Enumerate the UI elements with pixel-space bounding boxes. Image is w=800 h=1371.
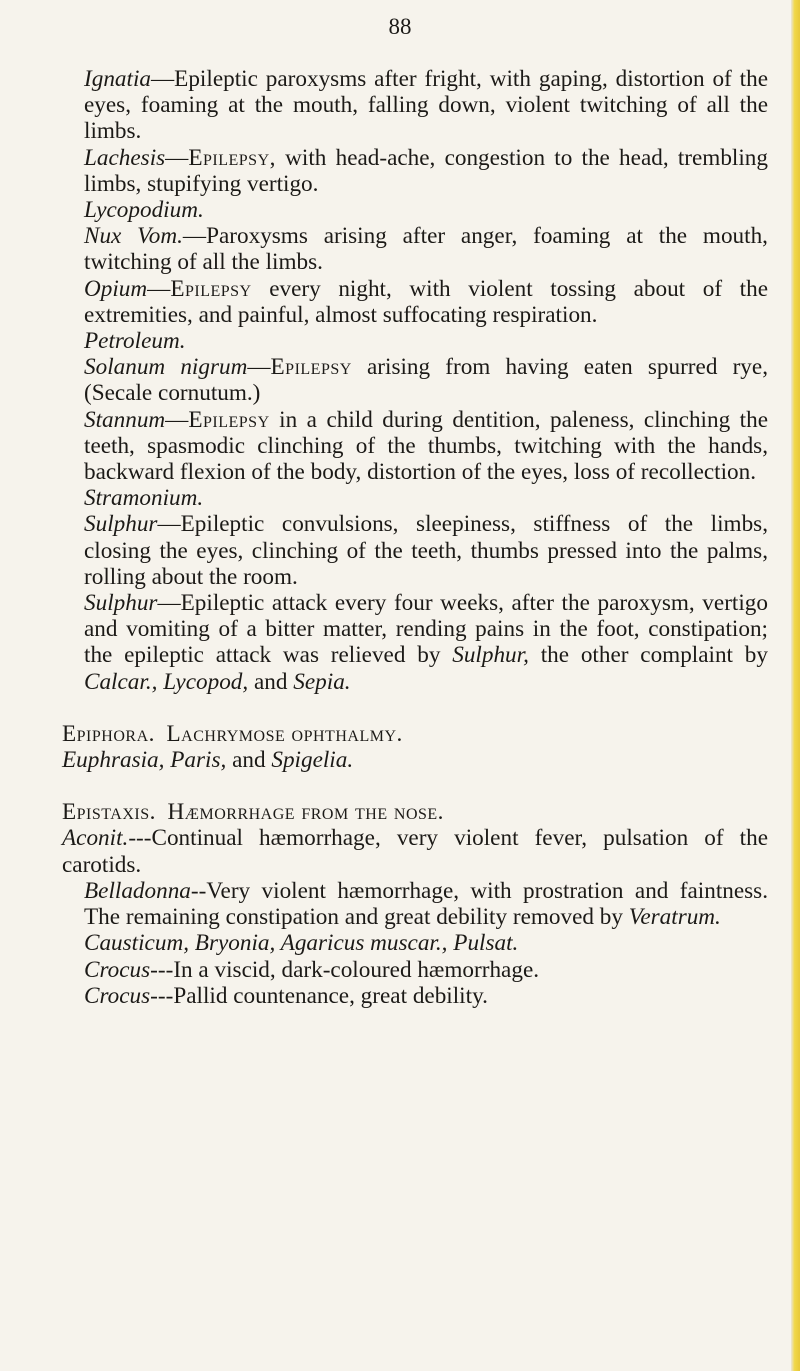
entry-sulphur-1: Sulphur—Epileptic convulsions, sleepiness, stiffness of the limbs, closing the eyes, clinching of the teeth, thumbs pressed into the palms, rolling about the room. — [84, 511, 768, 590]
section-title: Epiphora. — [62, 720, 155, 747]
page-body — [62, 66, 768, 1009]
entry-nux-vom: Nux Vom.—Paroxysms arising after anger, foaming at the mouth, twitching of all the limbs. — [84, 223, 768, 276]
entry-crocus-2: Crocus---Pallid countenance, great debility. — [84, 982, 488, 1009]
remedy-name: Causticum, Bryonia, Agaricus muscar., Pulsat. — [84, 930, 519, 957]
remedy-name: Sulphur, — [452, 642, 529, 669]
symptom-text: Continual hæmorrhage, very violent fever, pulsation of the carotids. — [62, 825, 768, 878]
section-title: Epistaxis. — [62, 799, 156, 826]
symptom-text: Pallid countenance, great debility. — [173, 982, 488, 1009]
remedy-name: Stannum — [84, 406, 166, 433]
symptom-text: In a viscid, dark-coloured hæmorrhage. — [173, 956, 540, 983]
remedy-name: Ignatia — [84, 66, 151, 92]
remedy-name: Opium — [84, 275, 148, 302]
symptom-text: Epileptic paroxysms after fright, with gaping, distortion of the eyes, foaming at the mouth, falling down, violent twitching of all the limbs. — [84, 66, 768, 145]
entry-aconit: Aconit.---Continual hæmorrhage, very violent fever, pulsation of the carotids. — [62, 825, 768, 878]
symptom-text: in a child during dentition, paleness, clinching the teeth, spasmodic clinching of the thumbs, twitching with the hands, backward flexion of the body, distortion of the eyes, loss of recollection. — [84, 406, 768, 486]
remedy-name: Belladonna — [84, 877, 191, 904]
entry-lachesis: Lachesis—Epilepsy, with head-ache, congestion to the head, trembling limbs, stupifying vertigo. — [84, 144, 768, 197]
remedy-name: Solanum nigrum — [84, 354, 248, 381]
remedy-name: Sulphur — [84, 590, 158, 617]
entry-stramonium — [62, 485, 768, 511]
page-edge-binding — [791, 0, 800, 1371]
remedy-name: Stramonium. — [84, 485, 204, 512]
symptom-text: Very violent hæmorrhage, with prostration and faintness. The remaining constipation and great debility removed by — [84, 877, 768, 931]
condition-name: Epilepsy — [170, 275, 252, 302]
section-heading-epiphora — [62, 721, 768, 747]
entry-sulphur-2: Sulphur—Epileptic attack every four weeks, after the paroxysm, vertigo and vomiting of a bitter matter, rending pains in the foot, constipation; the epileptic attack was relieved by Sulphur, the other complaint by Calcar., Lycopod, and Sepia. — [84, 590, 768, 695]
remedy-name: Crocus — [84, 956, 151, 983]
symptom-text: Paroxysms arising after anger, foaming at the mouth, twitching of all the limbs. — [84, 223, 768, 276]
remedy-name: Nux Vom. — [84, 223, 183, 250]
section-heading-epistaxis — [62, 799, 768, 825]
remedy-name: Crocus — [84, 982, 151, 1009]
entry-opium: Opium—Epilepsy every night, with violent tossing about of the extremities, and painful, almost suffocating respiration. — [84, 275, 768, 328]
entry-crocus-1: Crocus---In a viscid, dark-coloured hæmorrhage. — [84, 956, 540, 983]
condition-name: Epilepsy — [270, 354, 352, 381]
remedy-name: Lachesis — [84, 144, 166, 171]
section-subtitle: Lachrymose ophthalmy. — [166, 720, 403, 747]
entry-ignatia: Ignatia—Epileptic paroxysms after fright, with gaping, distortion of the eyes, foaming at the mouth, falling down, violent twitching of all the limbs. — [84, 66, 768, 145]
remedy-name: Spigelia. — [271, 747, 354, 774]
section-subtitle: Hæmorrhage from the nose. — [167, 799, 444, 826]
remedy-name: Lycopodium. — [84, 197, 204, 224]
remedy-name: Sepia. — [293, 668, 351, 695]
symptom-text: Epileptic attack every four weeks, after the paroxysm, vertigo and vomiting of a bitter matter, rending pains in the foot, constipation; the epileptic attack was relieved by — [84, 590, 768, 669]
entry-petroleum — [62, 328, 768, 354]
entry-solanum-nigrum: Solanum nigrum—Epilepsy arising from having eaten spurred rye, (Secale cornutum.) — [84, 354, 768, 407]
entry-lycopodium — [62, 197, 768, 223]
epiphora-remedies: Euphrasia, Paris, and Spigelia. — [62, 747, 354, 774]
remedy-name: Euphrasia, Paris, — [62, 747, 227, 774]
condition-name: Epilepsy — [188, 406, 270, 433]
remedy-list — [62, 930, 768, 956]
symptom-text: with head-ache, congestion to the head, trembling limbs, stupifying vertigo. — [84, 144, 768, 197]
remedy-name: Calcar., Lycopod, — [84, 668, 249, 695]
page-number: 88 — [388, 14, 412, 39]
symptom-text: arising from having eaten spurred rye, (Secale cornutum.) — [84, 354, 768, 407]
remedy-name: Petroleum. — [84, 328, 186, 355]
entry-stannum: Stannum—Epilepsy in a child during dentition, paleness, clinching the teeth, spasmodic clinching of the thumbs, twitching with the hands, backward flexion of the body, distortion of the eyes, loss of recollection. — [84, 406, 768, 486]
condition-name: Epilepsy, — [188, 144, 276, 171]
entry-belladonna: Belladonna--Very violent hæmorrhage, with prostration and faintness. The remaining constipation and great debility removed by Veratrum. — [84, 877, 768, 931]
remedy-name: Aconit. — [62, 825, 129, 852]
remedy-name: Veratrum. — [628, 904, 721, 931]
remedy-name: Sulphur — [84, 511, 158, 538]
symptom-text: Epileptic convulsions, sleepiness, stiffness of the limbs, closing the eyes, clinching of the teeth, thumbs pressed into the palms, rolling about the room. — [84, 511, 768, 590]
symptom-text: every night, with violent tossing about of the extremities, and painful, almost suffocating respiration. — [84, 275, 768, 328]
